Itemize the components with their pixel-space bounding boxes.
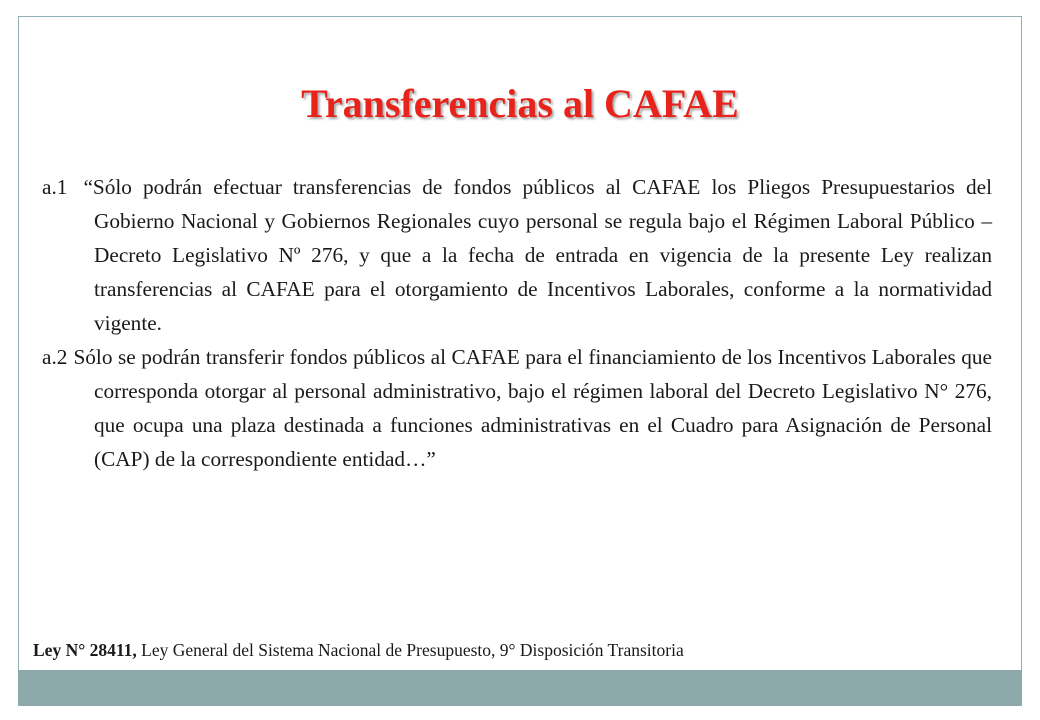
item-a1-text: “Sólo podrán efectuar transferencias de fondos públicos al CAFAE los Pliegos Presupuestarios del Gobierno Nacional y Gobiernos Regionales cuyo personal se regula bajo el Régimen Laboral Público – Decreto Legislativo Nº 276, y que a la fecha de entrada en vigencia de la presente Ley realizan transferencias al CAFAE para el otorgamiento de Incentivos Laborales, conforme a la normatividad vigente. [83,175,992,335]
item-a1-label: a.1 [42,175,68,199]
item-a2 [42,340,992,476]
slide-title: Transferencias al CAFAE [301,81,739,126]
item-a2-text: Sólo se podrán transferir fondos públicos al CAFAE para el financiamiento de los Incentivos Laborales que corresponda otorgar al personal administrativo, bajo el régimen laboral del Decreto Legislativo N° 276, que ocupa una plaza destinada a funciones administrativas en el Cuadro para Asignación de Personal (CAP) de la correspondiente entidad…” [73,345,992,471]
item-a1 [42,170,992,340]
citation [33,640,684,661]
citation-rest: Ley General del Sistema Nacional de Presupuesto, 9° Disposición Transitoria [136,640,684,660]
item-a2-label: a.2 [42,345,68,369]
citation-law: Ley N° 28411, [33,640,137,660]
body-text [42,170,992,476]
footer-bar [18,670,1022,706]
